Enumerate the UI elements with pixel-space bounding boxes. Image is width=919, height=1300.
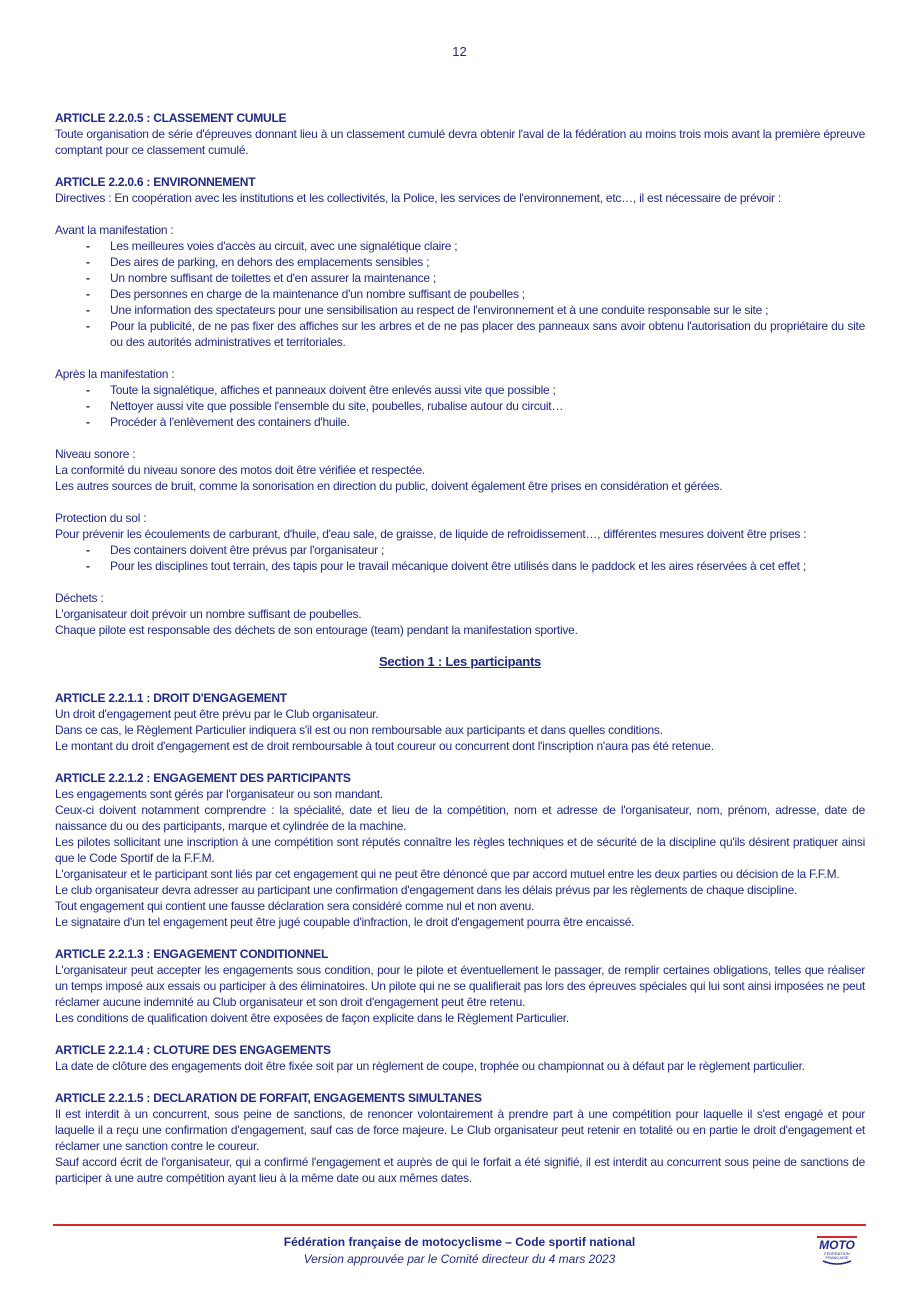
article-title: ARTICLE 2.2.1.5 : DECLARATION DE FORFAIT, ENGAGEMENTS SIMULTANES xyxy=(55,1091,482,1105)
list-item: - Des personnes en charge de la maintenance d'un nombre suffisant de poubelles ; xyxy=(110,286,865,302)
list-item: - Procéder à l'enlèvement des containers d'huile. xyxy=(110,414,865,430)
paragraph: Un droit d'engagement peut être prévu par le Club organisateur. xyxy=(55,707,379,721)
list-item: - Pour les disciplines tout terrain, des tapis pour le travail mécanique doivent être utilisés dans le paddock et les aires réservées à cet effet ; xyxy=(110,558,865,574)
paragraph: Tout engagement qui contient une fausse déclaration sera considéré comme nul et non avenu. xyxy=(55,899,535,913)
article-title: ARTICLE 2.2.1.2 : ENGAGEMENT DES PARTICIPANTS xyxy=(55,771,351,785)
paragraph: Les autres sources de bruit, comme la sonorisation en direction du public, doivent également être prises en considération et gérées. xyxy=(55,479,723,493)
paragraph: Les pilotes sollicitant une inscription à une compétition sont réputés connaître les règles techniques et de sécurité de la discipline qu'ils désirent pratiquer ainsi que le Code Sportif de la F.F.M. xyxy=(55,835,865,865)
paragraph: Le club organisateur devra adresser au participant une confirmation d'engagement dans les délais prévus par les règlements de chaque discipline. xyxy=(55,883,798,897)
list-item: - Des containers doivent être prévus par l'organisateur ; xyxy=(110,542,865,558)
dash-list xyxy=(55,238,865,350)
article-2213 xyxy=(55,946,865,1026)
apres-manifestation xyxy=(55,366,865,430)
paragraph: Pour prévenir les écoulements de carburant, d'huile, d'eau sale, de graisse, de liquide de refroidissement…, différentes mesures doivent être prises : xyxy=(55,527,807,541)
logo-sub2: FRANÇAISE xyxy=(825,1255,849,1260)
paragraph: Dans ce cas, le Règlement Particulier indiquera s'il est ou non remboursable aux participants et dans quelles conditions. xyxy=(55,723,663,737)
avant-manifestation xyxy=(55,222,865,350)
list-item: - Un nombre suffisant de toilettes et d'en assurer la maintenance ; xyxy=(110,270,865,286)
article-title: ARTICLE 2.2.0.5 : CLASSEMENT CUMULE xyxy=(55,111,287,125)
paragraph: L'organisateur peut accepter les engagements sous condition, pour le pilote et éventuellement le passager, de remplir certaines obligations, telles que réaliser un temps imposé aux essais ou participer à des éliminatoires. Un pilote qui ne se qualifierait pas lors des épreuves spéciales qui lui sont ainsi imposées ne peut réclamer aucune indemnité au Club organisateur et son droit d'engagement peut être retenu. xyxy=(55,963,865,1009)
paragraph: Les engagements sont gérés par l'organisateur ou son mandant. xyxy=(55,787,383,801)
article-2212 xyxy=(55,770,865,930)
list-item: - Pour la publicité, de ne pas fixer des affiches sur les arbres et de ne pas placer des panneaux sans avoir obtenu l'autorisation du propriétaire du site ou des autorités administratives et territoriales. xyxy=(110,318,865,350)
page-body xyxy=(55,110,865,1202)
section-title: Section 1 : Les participants xyxy=(378,654,542,669)
list-item: - Des aires de parking, en dehors des emplacements sensibles ; xyxy=(110,254,865,270)
list-item: - Nettoyer aussi vite que possible l'ensemble du site, poubelles, rubalise autour du circuit… xyxy=(110,398,865,414)
article-title: ARTICLE 2.2.1.1 : DROIT D'ENGAGEMENT xyxy=(55,691,287,705)
paragraph: L'organisateur doit prévoir un nombre suffisant de poubelles. xyxy=(55,607,362,621)
subheading: Avant la manifestation : xyxy=(55,223,174,237)
article-title: ARTICLE 2.2.1.4 : CLOTURE DES ENGAGEMENTS xyxy=(55,1043,331,1057)
paragraph: Les conditions de qualification doivent être exposées de façon explicite dans le Règlement Particulier. xyxy=(55,1011,569,1025)
subheading: Déchets : xyxy=(55,591,104,605)
paragraph: Chaque pilote est responsable des déchets de son entourage (team) pendant la manifestation sportive. xyxy=(55,623,578,637)
logo-word: MOTO xyxy=(819,1238,855,1252)
niveau-sonore xyxy=(55,446,865,494)
article-text: Directives : En coopération avec les institutions et les collectivités, la Police, les services de l'environnement, etc…, il est nécessaire de prévoir : xyxy=(55,191,781,205)
dash-list xyxy=(55,382,865,430)
article-text: Toute organisation de série d'épreuves donnant lieu à un classement cumulé devra obtenir l'aval de la fédération au moins trois mois avant la première épreuve comptant pour ce classement cumulé. xyxy=(55,127,865,157)
list-item: - Une information des spectateurs pour une sensibilisation au respect de l'environnement et à une conduite responsable sur le site ; xyxy=(110,302,865,318)
paragraph: Ceux-ci doivent notamment comprendre : la spécialité, date et lieu de la compétition, nom et adresse de l'organisateur, nom, prénom, adresse, date de naissance du ou des participants, marque et cylindrée de la machine. xyxy=(55,803,865,833)
paragraph: Sauf accord écrit de l'organisateur, qui a confirmé l'engagement et auprès de qui le forfait a été signifié, il est interdit au concurrent sous peine de sanctions de participer à une autre compétition ayant lieu à la même date ou aux mêmes dates. xyxy=(55,1155,865,1185)
footer xyxy=(0,1234,919,1268)
footer-version: Version approuvée par le Comité directeur du 4 mars 2023 xyxy=(303,1252,616,1266)
page-number: 12 xyxy=(452,44,467,59)
subheading: Après la manifestation : xyxy=(55,367,175,381)
dash-list xyxy=(55,542,865,574)
article-2206 xyxy=(55,174,865,206)
protection-sol xyxy=(55,510,865,574)
list-item: - Toute la signalétique, affiches et panneaux doivent être enlevés aussi vite que possible ; xyxy=(110,382,865,398)
footer-rule xyxy=(53,1224,866,1226)
list-item: - Les meilleures voies d'accès au circuit, avec une signalétique claire ; xyxy=(110,238,865,254)
paragraph: Le signataire d'un tel engagement peut être jugé coupable d'infraction, le droit d'engagement pourra être encaissé. xyxy=(55,915,635,929)
article-2205 xyxy=(55,110,865,158)
dechets xyxy=(55,590,865,638)
logo-swoosh xyxy=(823,1261,851,1264)
article-title: ARTICLE 2.2.0.6 : ENVIRONNEMENT xyxy=(55,175,256,189)
article-2211 xyxy=(55,690,865,754)
logo-sub1: FÉDÉRATION xyxy=(824,1251,850,1256)
article-2214 xyxy=(55,1042,865,1074)
subheading: Protection du sol : xyxy=(55,511,147,525)
footer-title: Fédération française de motocyclisme – Code sportif national xyxy=(283,1235,636,1249)
ffm-logo xyxy=(815,1234,859,1266)
paragraph: La conformité du niveau sonore des motos doit être vérifiée et respectée. xyxy=(55,463,425,477)
subheading: Niveau sonore : xyxy=(55,447,136,461)
article-2215 xyxy=(55,1090,865,1186)
paragraph: Il est interdit à un concurrent, sous peine de sanctions, de renoncer volontairement à prendre part à une compétition pour laquelle il s'est engagé et pour laquelle il a reçu une confirmation d'engagement, sauf cas de force majeure. Le Club organisateur peut retenir en totalité ou en partie le droit d'engagement et réclamer une sanction contre le coureur. xyxy=(55,1107,865,1153)
paragraph: La date de clôture des engagements doit être fixée soit par un règlement de coupe, trophée ou championnat ou à défaut par le règlement particulier. xyxy=(55,1059,805,1073)
paragraph: Le montant du droit d'engagement est de droit remboursable à tout coureur ou concurrent dont l'inscription n'aura pas été retenue. xyxy=(55,739,714,753)
article-title: ARTICLE 2.2.1.3 : ENGAGEMENT CONDITIONNEL xyxy=(55,947,329,961)
paragraph: L'organisateur et le participant sont liés par cet engagement qui ne peut être dénoncé que par accord mutuel entre les deux parties ou décision de la F.F.M. xyxy=(55,867,840,881)
